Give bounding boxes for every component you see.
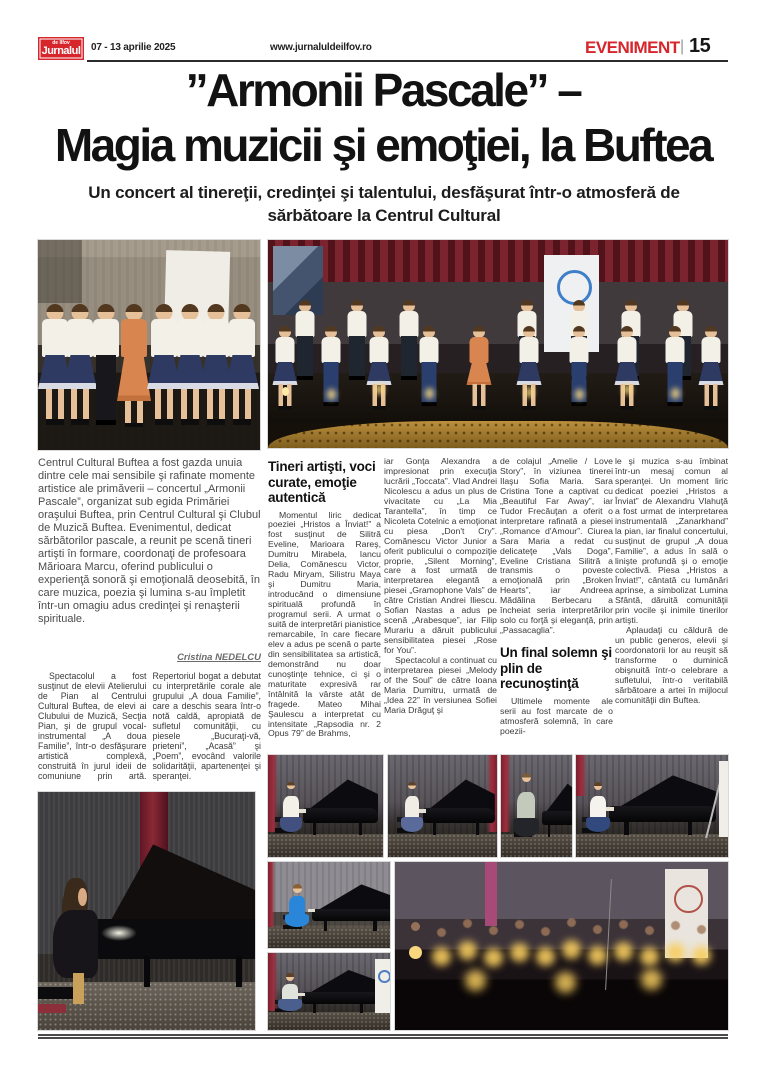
photo-piano-3 — [501, 755, 572, 857]
pianist-figure — [49, 878, 101, 978]
masthead-logo-name: Jurnalul — [41, 44, 81, 57]
pianist-figure — [280, 973, 300, 1007]
story-paragraph: de colajul „Amelie / Love Story”, în viziunea tinerei Ilaşu Sofia Maria. Sara Cristina Tone a captivat cu „Beautiful Far Away”, iar Tudor Frecăuţan a oferit o interpretare rafinată a piesei „Romance d'Amour”. Ciurea Sara Maria a redat cu delicateţe „Vals Doga”, Eveline Cristiana Silitră a transmis o poveste emoţională prin „Broken Hearts”, iar Andreea Mădălina Berbecaru a încheiat seria interpretărilor solo cu forţă şi eleganţă, prin „Passacaglia”. — [500, 457, 613, 636]
candle-flames — [282, 387, 289, 396]
photo-piano-2 — [388, 755, 497, 857]
story-column-2 — [268, 457, 381, 755]
red-curtain — [501, 755, 511, 832]
section-label: EVENIMENT — [585, 38, 680, 57]
story-paragraph: iar Gonţa Alexandra a impresionat prin execuţia lucrării „Toccata”. Vlad Andrei Nicolescu a adus un plus de vivacitate cu „La Mia Tarantella”, în timp ce Nicoleta Cotelnic a emoţionat cu piesa „Don't Cry”. Comănescu Victor Junior a oferit publicului o compoziţie proprie, „Silent Morning”, care a fost urmată de interpretarea elegantă a piesei „Gramophone Vals” de către Cristian Andrei Iliescu. Sofian Nastas a adus pe scenă „Arabesque”, iar Filip Murariu a dăruit publicului sensibilitatea piesei „Rose for You”. — [384, 457, 497, 656]
side-banner — [375, 959, 390, 1013]
person-figure — [346, 300, 368, 386]
issue-date: 07 - 13 aprilie 2025 — [91, 42, 176, 53]
story-column-4 — [500, 457, 613, 755]
candle-glows — [409, 946, 422, 959]
header-rule — [87, 60, 728, 62]
story-paragraph: Ultimele momente ale serii au fost marcate de o atmosferă solemnă, în care poezii- — [500, 695, 613, 736]
person-figure — [227, 304, 257, 434]
person-figure — [398, 300, 420, 386]
person-figure-orange-dress — [119, 304, 149, 434]
subheading-solemn-final: Un final solemn şi plin de recunoştinţă — [500, 645, 612, 692]
piano-silhouette — [609, 775, 715, 834]
photo-piano-1 — [268, 755, 383, 857]
subheading-young-artists: Tineri artişti, voci curate, emoţie autentică — [268, 459, 376, 505]
bench-cushion — [38, 1004, 66, 1014]
person-figure — [700, 326, 722, 412]
lead-paragraph: Spectacolul a fost susţinut de elevii Atelierului de Pian al Centrului Cultural Buftea, de elevi ai Clubului de Muzică, Secţia Pian, şi de grupul vocal-instrumental „A doua Familie”, într-o desfăşurare artistică complexă, construită în jurul ideii de comuniune prin artă. Repertoriul bogat a debutat cu interpretările corale ale grupului „A doua Familie”, care a deschis seara într-o notă caldă, apropiată de sufletul comunităţii, cu piesele „Bucuraţi-vă, prieteni”, „Acasă” şi „Poem”, evocând valorile solidarităţii, apartenenţei şi speranţei. — [38, 671, 261, 781]
person-figure — [274, 326, 296, 412]
piano-silhouette — [423, 779, 495, 834]
side-banner — [719, 761, 728, 836]
headline — [38, 63, 728, 173]
person-figure — [294, 300, 316, 386]
photo-choir-candles — [395, 862, 728, 1030]
person-figure — [518, 326, 540, 412]
story-column-5 — [615, 457, 728, 755]
header-divider: | — [680, 38, 685, 55]
pink-curtain — [485, 862, 497, 926]
person-figure — [568, 326, 590, 412]
intro-paragraph: Centrul Cultural Buftea a fost gazda unuia dintre cele mai sensibile şi rafinate momente artistice ale primăverii – concertul „Armonii Pascale”, organizat sub egida Primăriei oraşului Buftea, prin Centrul Cultural şi Clubul de Muzică Buftea. Evenimentul, dedicat sărbătorilor pascale, a reunit pe scenă tineri artişti în formare, coordonaţi de profesoara Mărioara Marcu, oferind publicului o experienţă sonoră şi emoţională deosebită, în care muzica, poezia şi lumina s-au împletit într-un omagiu adus credinţei şi renaşterii spirituale. — [38, 457, 261, 625]
pianist-figure — [403, 782, 420, 827]
stage-curtain — [268, 240, 728, 282]
photo-pianist-boy — [268, 953, 390, 1030]
photo-pianist-tall — [38, 792, 255, 1030]
stage-edge — [268, 421, 728, 448]
story-column-3 — [384, 457, 497, 755]
footer-rule — [38, 1034, 728, 1039]
story-paragraph: Momentul liric dedicat poeziei „Hristos a Înviat!” a fost susţinut de Silitră Eveline, Marioara Rareş, Dumitru Mirabela, Iancu Delia, Comănescu Victor, Radu Miryam, Silistru Maya şi Dumitru Maria, introducând o dimensiune spirituală profundă în programul serii. A urmat o suită de interpretări pianistice remarcabile, în care fiecare elev a adus pe scenă o parte din sensibilitatea sa artistică, demonstrând nu doar cunoştinţe tehnice, ci şi o maturitate expresivă rar întâlnită la vârste atât de fragede. Mateo Mihai Şaulescu a interpretat cu intensitate „Rapsodia nr. 2 Opus 79” de Brahms, — [268, 509, 381, 739]
choir-faces — [411, 922, 420, 931]
piano-silhouette — [542, 784, 572, 837]
person-figure — [616, 326, 638, 412]
person-figure-coach — [91, 304, 121, 434]
photo-girls-group — [38, 240, 260, 450]
piano-silhouette — [312, 884, 390, 930]
story-paragraph: Spectacolul a continuat cu interpretarea piesei „Melody of the Soul” de către Ioana Maria Dumitru, urmată de „Idea 22” în versiunea Sofiei Maria Drăguţ şi — [384, 655, 497, 715]
pianist-figure — [282, 782, 300, 827]
headline-line1: ”Armonii Pascale” – — [185, 64, 581, 116]
masthead-logo-subtitle: de Ilfov — [52, 39, 70, 46]
headline-line2: Magia muzicii şi emoţiei, la Buftea — [54, 119, 712, 171]
person-figure-orange-dress — [468, 326, 490, 412]
person-figure — [418, 326, 440, 412]
pianist-figure — [515, 773, 536, 830]
person-figure — [320, 326, 342, 412]
photo-stage-group — [268, 240, 728, 448]
pianist-figure — [588, 782, 608, 827]
photo-pianist-blue-dress — [268, 862, 390, 948]
person-figure — [664, 326, 686, 412]
byline: Cristina NEDELCU — [177, 652, 261, 663]
side-poster — [665, 869, 708, 958]
piano-silhouette — [303, 779, 379, 834]
piano-silhouette — [302, 970, 380, 1013]
website-url: www.jurnaluldeilfov.ro — [270, 42, 372, 53]
story-paragraph: le şi muzica s-au îmbinat într-un mesaj comun al speranţei. Un moment liric dedicat poeziei „Hristos a Înviat” de Alexandru Vlahuţă a fost urmat de interpretarea instrumentală „Zanarkhand” la pian, iar finalul concertului, susţinut de grupul „A doua Familie”, a adus în sală o linişte profundă şi o emoţie colectivă. Piesa „Hristos a Înviat!”, cântată cu lumânări aprinse, a simbolizat Lumina Sfântă, dăruită comunităţii prin vocile şi inimile tinerilor artişti. — [615, 457, 728, 626]
microphone-stand — [605, 879, 612, 990]
red-curtain — [268, 862, 275, 927]
red-curtain — [576, 755, 587, 796]
photo-piano-4 — [576, 755, 728, 857]
lead-paragraph-columns — [38, 671, 261, 785]
piano-silhouette — [94, 844, 255, 987]
story-paragraph: Aplaudaţi cu căldură de un public generos, elevii şi coordonatorii lor au reuşit să transforme o duminică obişnuită într-o celebrare a sufletului, într-o veritabilă sărbătoare a artei în mijlocul comunităţii din Buftea. — [615, 625, 728, 705]
person-figure — [368, 326, 390, 412]
masthead-logo — [38, 37, 84, 60]
page-number: 15 — [689, 35, 711, 57]
subheadline: Un concert al tinereţii, credinţei şi talentului, desfăşurat într-o atmosferă de sărbătoare la Centrul Cultural — [88, 183, 680, 225]
pianist-figure — [288, 884, 308, 922]
